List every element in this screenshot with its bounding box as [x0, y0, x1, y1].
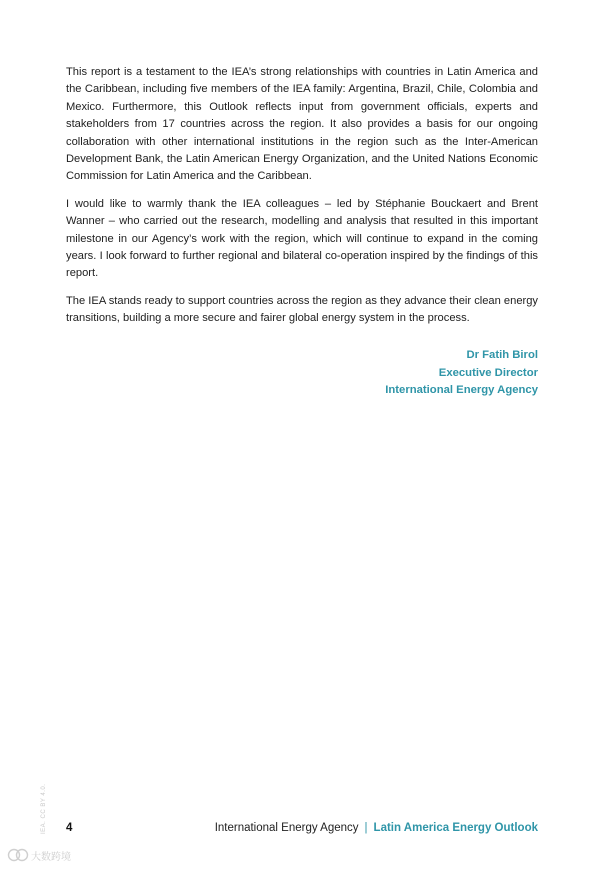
paragraph-2: I would like to warmly thank the IEA colleagues – led by Stéphanie Bouckaert and Brent Wanner – who carried out the research, modelling and analysis that resulted in this important milestone in our Agency’s work with the region, which will continue to expand in the coming years. I look forward to further regional and bilateral co-operation inspired by the findings of this report. — [66, 197, 538, 280]
paragraph-3: The IEA stands ready to support countries across the region as they advance their clean energy transitions, building a more secure and fairer global energy system in the process. — [66, 294, 538, 325]
paragraph-1: This report is a testament to the IEA’s strong relationships with countries in Latin America and the Caribbean, including five members of the IEA family: Argentina, Brazil, Chile, Colombia and Mexico. Furthermore, this Outlook reflects input from government officials, experts and stakeholders from 17 countries across the region. It also provides a basis for our ongoing collaboration with other international institutions in the region such as the Inter-American Development Bank, the Latin American Energy Organization, and the United Nations Economic Commission for Latin America and the Caribbean. — [66, 66, 538, 183]
footer-organization: International Energy Agency — [214, 822, 359, 834]
body-text — [66, 64, 538, 338]
license-watermark: IEA. CC BY 4.0. — [41, 783, 47, 834]
footer-running-title — [215, 819, 538, 837]
page-number: 4 — [66, 822, 73, 834]
signature-title: Executive Director — [438, 366, 538, 379]
footer-report-title: Latin America Energy Outlook — [373, 822, 538, 834]
signature-organization: International Energy Agency — [385, 384, 538, 397]
footer-separator: | — [364, 822, 368, 834]
page-footer — [66, 819, 538, 837]
signature-name: Dr Fatih Birol — [466, 349, 538, 361]
logo-icon — [7, 848, 29, 862]
corner-logo — [7, 847, 71, 863]
logo-text: 大数跨境 — [31, 851, 71, 863]
signature-block — [385, 347, 538, 400]
